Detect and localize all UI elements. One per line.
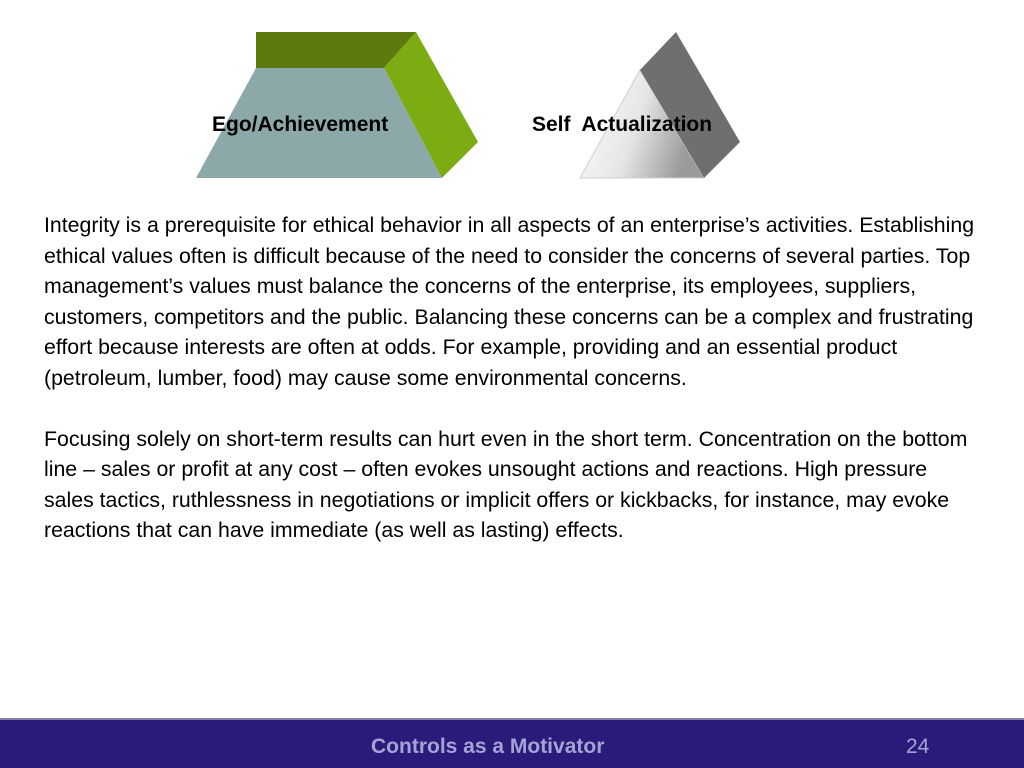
footer-title: Controls as a Motivator bbox=[371, 735, 605, 758]
ego-achievement-label: Ego/Achievement bbox=[212, 113, 389, 136]
footer-bar bbox=[0, 718, 1024, 768]
ego-achievement-shape bbox=[190, 28, 490, 186]
body-paragraph-short-term: Focusing solely on short-term results can hurt even in the short term. Concentration on the bottom line – sales or profit at any cost – often evokes unsought actions and reactions. High pressure sales tactics, ruthlessness in negotiations or implicit offers or kickbacks, for instance, may evoke reactions that can have immediate (as well as lasting) effects. bbox=[44, 426, 968, 542]
page-number: 24 bbox=[906, 735, 930, 758]
body-paragraph-integrity: Integrity is a prerequisite for ethical behavior in all aspects of an enterprise’s activities. Establishing ethical values often is difficult because of the need to consider the concerns of several parties. Top management’s values must balance the concerns of the enterprise, its employees, suppliers, customers, competitors and the public. Balancing these concerns can be a complex and frustrating effort because interests are often at odds. For example, providing and an essential product (petroleum, lumber, food) may cause some environmental concerns. bbox=[44, 213, 975, 390]
self-actualization-label: Self Actualization bbox=[532, 113, 713, 136]
self-actualization-shape bbox=[576, 28, 746, 186]
body-text bbox=[44, 210, 979, 546]
